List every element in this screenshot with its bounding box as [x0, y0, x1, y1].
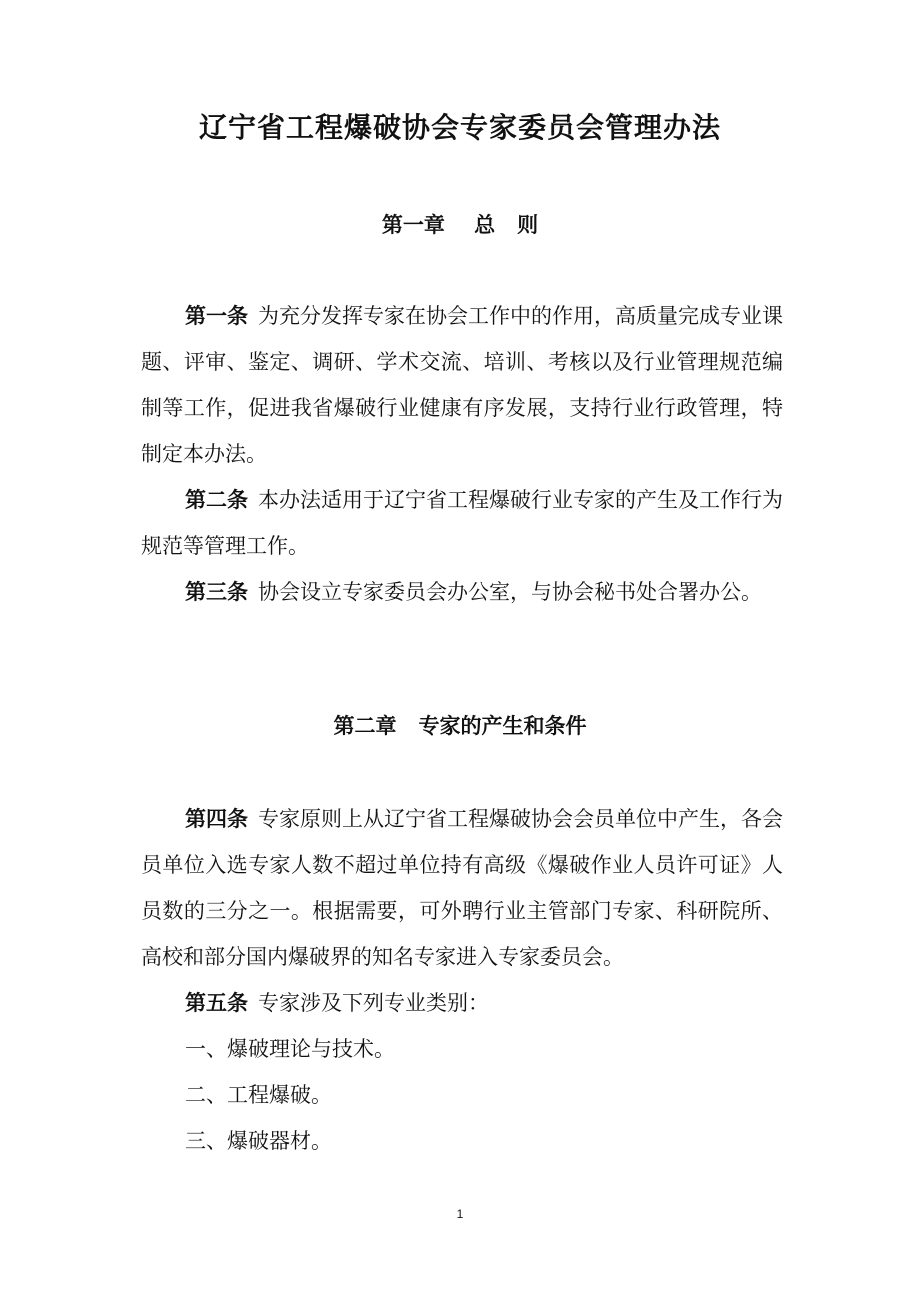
article-label: 第四条	[185, 807, 248, 831]
chapter-2-heading: 第二章 专家的产生和条件	[333, 714, 587, 738]
article-label: 第二条	[185, 488, 248, 512]
chapter-1-body	[141, 293, 783, 615]
list-item: 一、爆破理论与技术。	[185, 1037, 395, 1061]
article-text: 本办法适用于辽宁省工程爆破行业专家的产生及工作行为规范等管理工作。	[141, 488, 783, 558]
article-text: 协会设立专家委员会办公室，与协会秘书处合署办公。	[258, 580, 762, 604]
article-text: 专家涉及下列专业类别：	[258, 991, 489, 1015]
article-label: 第三条	[185, 580, 248, 604]
article-3	[141, 569, 783, 615]
article-text: 为充分发挥专家在协会工作中的作用，高质量完成专业课题、评审、鉴定、调研、学术交流、培训、考核以及行业管理规范编制等工作，促进我省爆破行业健康有序发展，支持行业行政管理，特制定本办法。	[141, 304, 783, 466]
article-label: 第五条	[185, 991, 248, 1015]
article-1	[141, 293, 783, 477]
article-4	[141, 796, 783, 980]
chapter-2-body	[141, 796, 783, 1164]
list-item: 二、工程爆破。	[185, 1083, 332, 1107]
page-number: 1	[456, 1207, 464, 1221]
article-5	[141, 980, 783, 1026]
article-text: 专家原则上从辽宁省工程爆破协会会员单位中产生，各会员单位入选专家人数不超过单位持有高级《爆破作业人员许可证》人员数的三分之一。根据需要，可外聘行业主管部门专家、科研院所、高校和部分国内爆破界的知名专家进入专家委员会。	[141, 807, 783, 969]
list-item: 三、爆破器材。	[185, 1129, 332, 1153]
article-label: 第一条	[185, 304, 248, 328]
document-title: 辽宁省工程爆破协会专家委员会管理办法	[198, 111, 721, 144]
chapter-1-heading: 第一章 总 则	[381, 213, 539, 237]
article-2	[141, 477, 783, 569]
